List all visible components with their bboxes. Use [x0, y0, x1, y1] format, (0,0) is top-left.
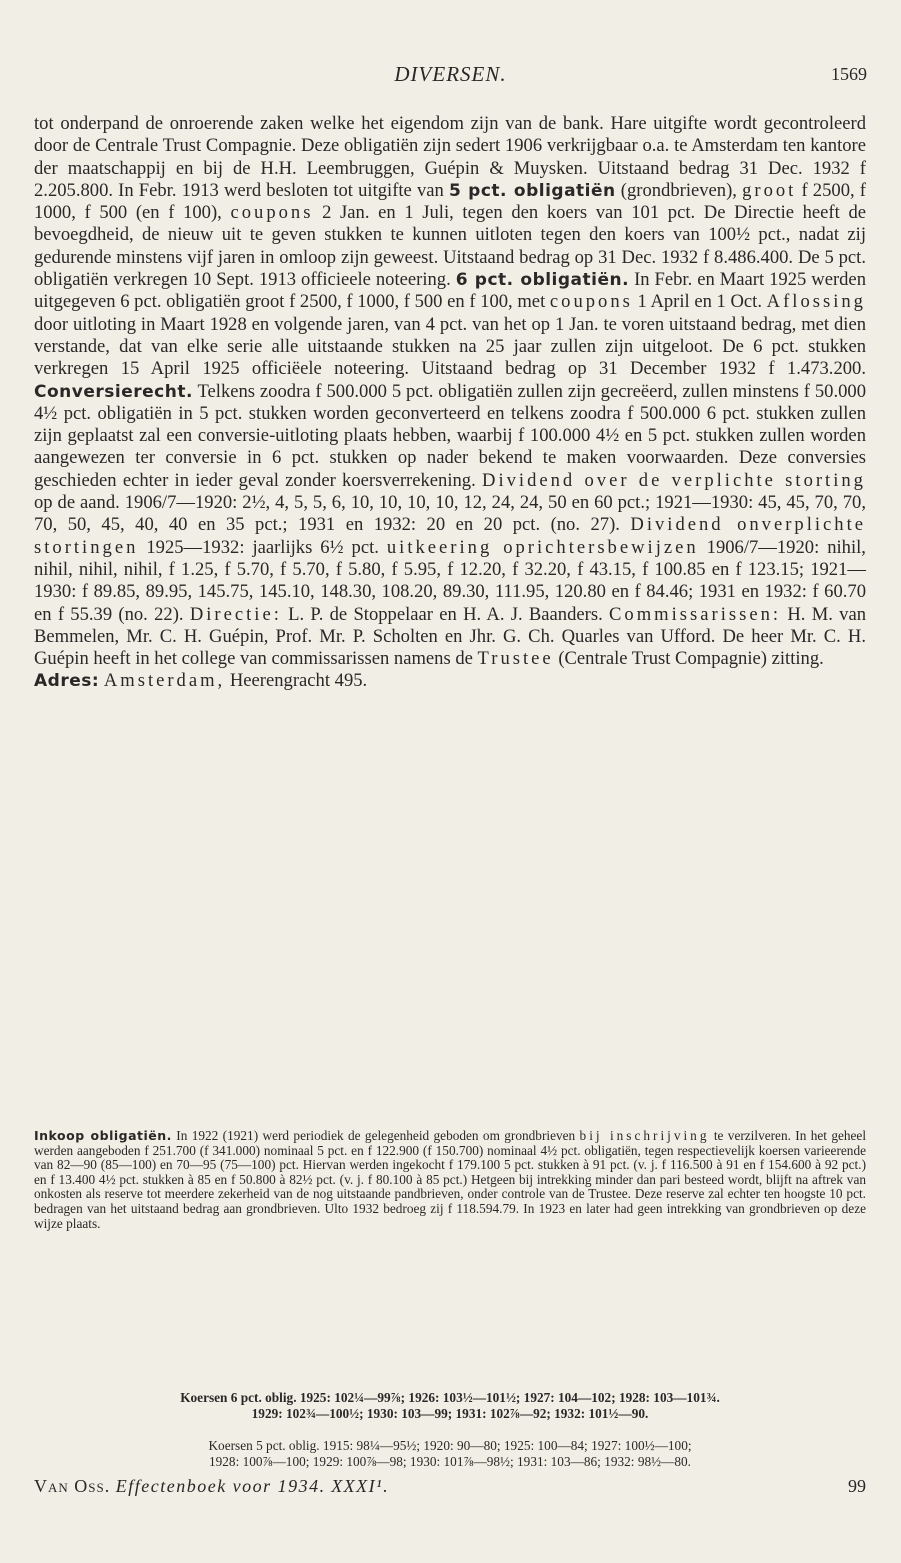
spaced-term: groot — [742, 179, 797, 201]
spaced-term: Amsterdam, — [103, 670, 226, 692]
main-paragraph — [34, 113, 866, 693]
koersen-6pct — [34, 1390, 866, 1422]
footer-volume: XXXI¹. — [331, 1476, 390, 1496]
body-text: (Centrale Trust Compagnie) zitting. — [558, 648, 824, 670]
spaced-term: Trustee — [477, 648, 554, 670]
spaced-term: Directie: — [189, 603, 282, 625]
body-text: L. P. de Stoppelaar en H. A. J. Baanders. — [288, 603, 603, 625]
running-title: DIVERSEN. — [394, 62, 507, 86]
body-text: 1 April en 1 Oct. — [637, 291, 762, 313]
spaced-term: Commissarissen: — [609, 603, 782, 625]
section-heading: 6 pct. obligatiën. — [455, 270, 630, 291]
body-text: (grondbrieven), — [620, 179, 737, 201]
page-header — [0, 62, 901, 92]
koersen-5pct — [34, 1438, 866, 1470]
footer-page-number: 99 — [848, 1476, 866, 1496]
body-text: In Febr. en Maart 1925 werden uitgegeven 6 pct. obligatiën groot f 2500, f 1000, f 500 en f 100, met — [34, 269, 866, 313]
body-text: f 2500, f 1000, f 500 (en f 100), — [34, 179, 866, 224]
spaced-term: uitkeering oprichtersbewijzen — [386, 536, 699, 558]
koersen-line: 1928: 100⅞—100; 1929: 100⅞—98; 1930: 101⅞—98½; 1931: 103—86; 1932: 98½—80. — [208, 1454, 692, 1469]
spaced-term: bij inschrijving — [579, 1128, 710, 1143]
body-text: Telkens zoodra f 500.000 5 pct. obligatiën zullen zijn gecreëerd, zullen minstens f 50.000 4½ pct. obligatiën in 5 pct. stukken worden geconverteerd en telkens zoodra f 500.000 6 pct. stukken zullen zijn geplaatst zal een conversie-uitloting plaats hebben, waarbij f 100.000 4½ en 5 pct. stukken zullen worden aangewezen ter conversie in 6 pct. stukken op nader bekend te maken voorwaarden. Deze conversies geschieden echter in ieder geval zonder koersverrekening. — [34, 380, 866, 491]
footer-citation — [34, 1476, 389, 1497]
footnote-paragraph — [34, 1129, 866, 1231]
footnote-text: te verzilveren. In het geheel werden aangeboden f 251.700 (f 341.000) nominaal 5 pct. en f 122.900 (f 150.700) nominaal 4½ pct. obligatiën, tegen respectievelijk koersen varieerende van 82—90 (85—100) en 70—95 (75—100) pct. Hiervan werden ingekocht f 179.100 5 pct. stukken à 91 pct. (v. j. f 116.500 à 91 en f 154.600 à 92 pct.) en f 13.400 4½ pct. stukken à 85 en f 50.800 à 82½ pct. (v. j. f 80.100 à 85 pct.) Hetgeen bij intrekking minder dan pari besteed wordt, blijft na aftrek van onkosten als reserve tot meerdere zekerheid van de nog uitstaande pandbrieven, onder controle van de Trustee. Deze reserve zal echter ten hoogste 10 pct. bedragen van het uitstaand bedrag aan grondbrieven. Ulto 1932 bedroeg zij f 118.594.79. In 1923 en later had geen intrekking van grondbrieven op deze wijze plaats. — [34, 1128, 867, 1231]
body-text: op de aand. 1906/7—1920: 2½, 4, 5, 5, 6, 10, 10, 10, 10, 12, 24, 24, 50 en 60 pct.; 1921—1930: 45, 45, 70, 70, 70, 50, 45, 40, 40 en 35 pct.; 1931 en 1932: 20 en 20 pct. (no. 27). — [34, 492, 866, 536]
body-text: door uitloting in Maart 1928 en volgende jaren, van 4 pct. van het op 1 Jan. te voren uitstaand bedrag, met dien verstande, dat van elke serie alle uitstaande stukken na 25 jaar zullen zijn uitgeloot. De 6 pct. stukken verkregen 15 April 1925 officiëele noteering. Uitstaand bedrag op 31 December 1932 f 1.473.200. — [34, 313, 866, 380]
koersen-line: 1929: 102¾—100½; 1930: 103—99; 1931: 102⅞—92; 1932: 101½—90. — [251, 1406, 649, 1421]
spaced-term: Aflossing — [766, 291, 866, 313]
footer-title: Effectenboek voor 1934. — [115, 1476, 326, 1496]
section-heading: Conversierecht. — [34, 381, 193, 402]
body-text: H. M. van Bemmelen, Mr. C. H. Guépin, Prof. Mr. P. Scholten en Jhr. G. Ch. Quarles van Ufford. De heer Mr. C. H. Guépin heeft in het college van commissarissen namens de — [34, 603, 867, 670]
body-text: 2 Jan. en 1 Juli, tegen den koers van 101 pct. De Directie heeft de bevoegdheid, de nieuw uit te geven stukken te kunnen uitloten tegen den koers van 100½ pct., nadat zij gedurende minstens vijf jaren in omloop zijn geweest. Uitstaand bedrag op 31 Dec. 1932 f 8.486.400. De 5 pct. obligatiën verkregen 10 Sept. 1913 officieele noteering. — [34, 202, 866, 291]
section-heading: Adres: — [34, 671, 100, 692]
spaced-term: Dividend over de verplichte storting — [482, 469, 866, 491]
spaced-term: coupons — [549, 291, 633, 313]
body-text: Heerengracht 495. — [229, 670, 368, 692]
section-heading: Inkoop obligatiën. — [34, 1128, 172, 1143]
spaced-term: coupons — [230, 202, 314, 224]
section-heading: 5 pct. obligatiën — [448, 180, 616, 201]
footnote-text: In 1922 (1921) werd periodiek de gelegenheid geboden om grondbrieven — [176, 1128, 576, 1143]
spaced-term: Dividend onverplichte stortingen — [34, 514, 867, 558]
body-text: 1925—1932: jaarlijks 6½ pct. — [146, 536, 379, 558]
koersen-line: Koersen 5 pct. oblig. 1915: 98¼—95½; 1920: 90—80; 1925: 100—84; 1927: 100½—100; — [208, 1438, 692, 1453]
body-text: tot onderpand de onroerende zaken welke het eigendom zijn van de bank. Hare uitgifte wordt gecontroleerd door de Centrale Trust Compagnie. Deze obligatiën zijn sedert 1906 verkrijgbaar o.a. te Amsterdam ten kantore der maatschappij en bij de H.H. Leembruggen, Guépin & Muysken. Uitstaand bedrag 31 Dec. 1932 f 2.205.800. In Febr. 1913 werd besloten tot uitgifte van — [34, 113, 866, 201]
koersen-line: Koersen 6 pct. oblig. 1925: 102¼—99⅞; 1926: 103½—101½; 1927: 104—102; 1928: 103—101¾. — [180, 1390, 720, 1405]
page-number: 1569 — [831, 64, 867, 84]
page-footer — [34, 1476, 866, 1500]
body-text: 1906/7—1920: nihil, nihil, nihil, nihil, f 1.25, f 5.70, f 5.70, f 5.80, f 5.95, f 12.20, f 32.20, f 43.15, f 100.85 en f 123.15; 1921—1930: f 89.85, 89.95, 145.75, 145.10, 148.30, 108.20, 89.30, 111.95, 120.80 en f 84.46; 1931 en 1932: f 60.70 en f 55.39 (no. 22). — [34, 536, 866, 625]
footer-publisher: Van Oss. — [34, 1476, 111, 1496]
